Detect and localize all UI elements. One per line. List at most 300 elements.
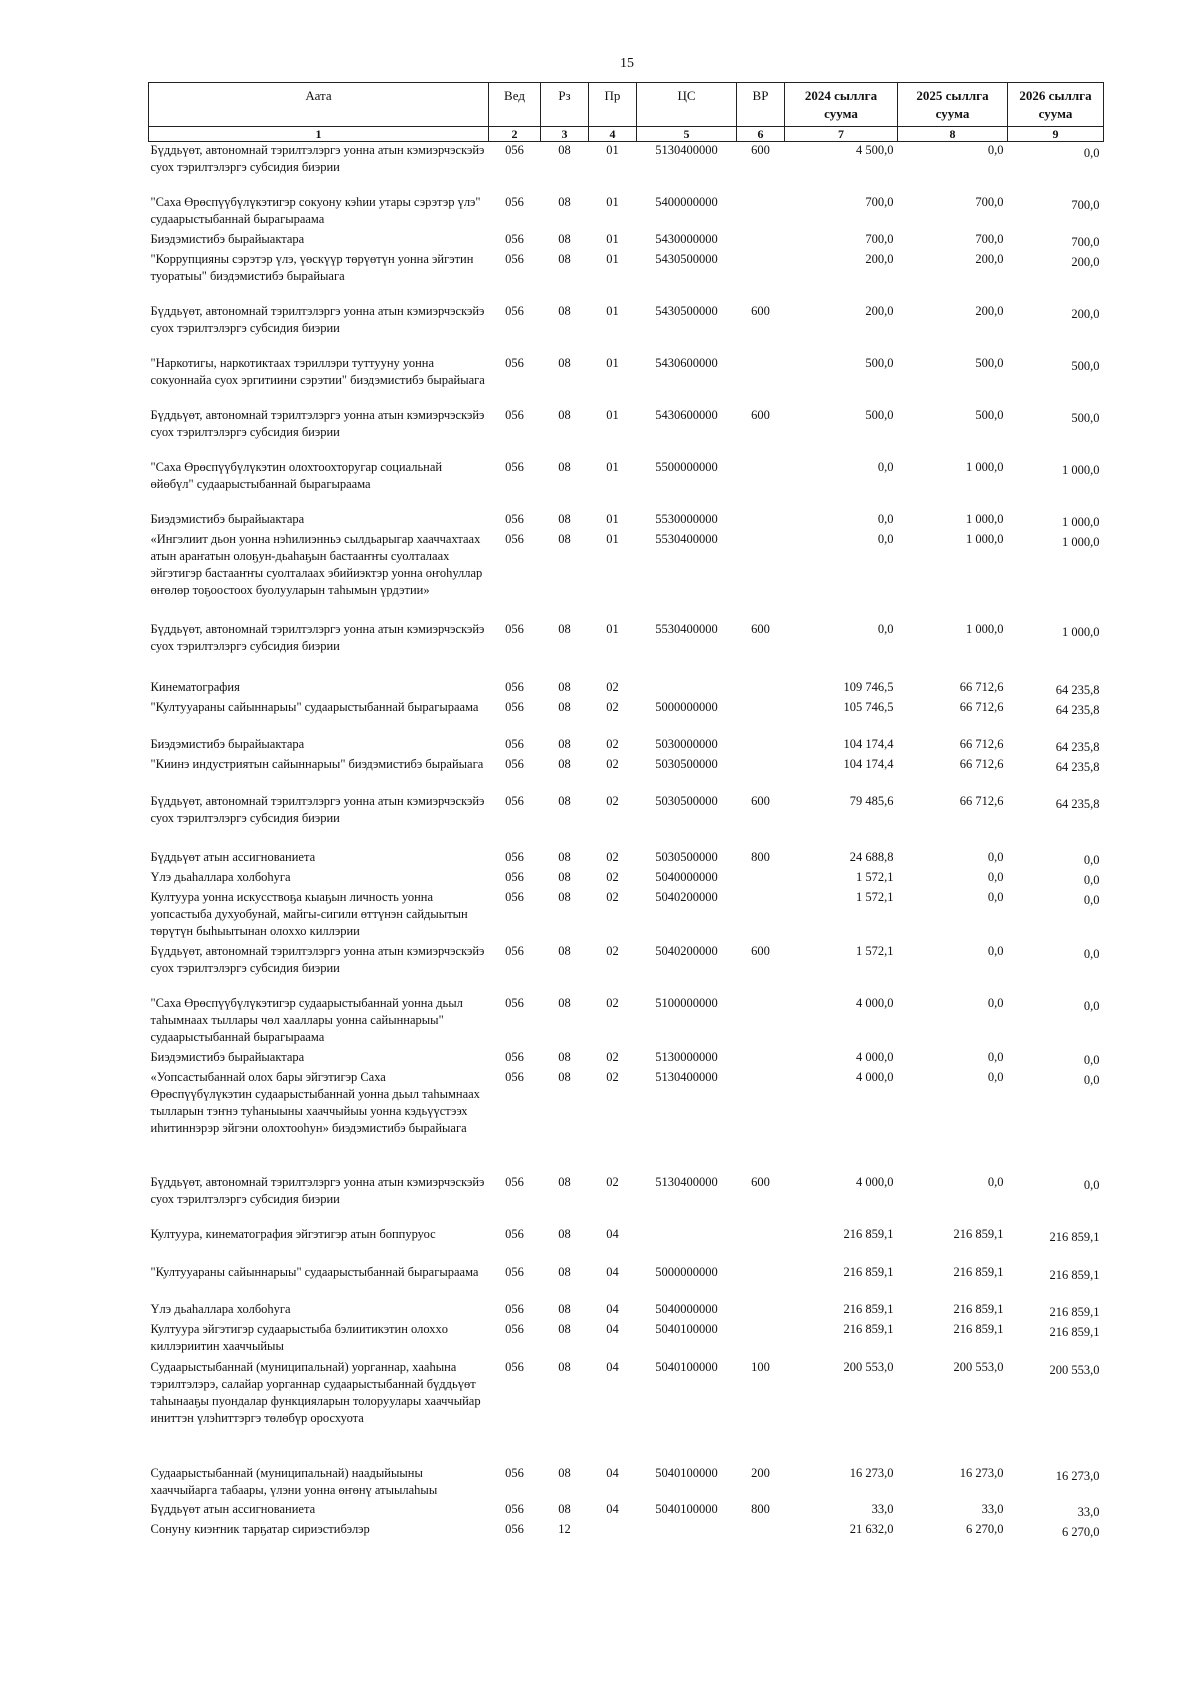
row-amount-2024: 0,0 <box>877 459 894 474</box>
row-ved: 056 <box>505 231 524 246</box>
row-cs <box>637 1226 737 1264</box>
row-amount-2025: 0,0 <box>987 995 1004 1010</box>
row-vr: 600 <box>751 1174 770 1189</box>
row-amount-2024: 1 572,1 <box>856 943 894 958</box>
row-amount-2025: 16 273,0 <box>959 1465 1004 1480</box>
table-row <box>149 943 1104 995</box>
row-vr: 600 <box>751 943 770 958</box>
table-row <box>149 1069 1104 1174</box>
row-amount-2025: 0,0 <box>987 1069 1004 1084</box>
row-rz: 08 <box>558 889 571 904</box>
row-name: Култуура эйгэтигэр судаарыстыба бэлиитикэтин олохxo киллэриитин хааччыйыы <box>150 1321 449 1353</box>
row-amount-2025: 200,0 <box>975 303 1004 318</box>
row-name: Бүддьүөт, автономнай тэрилтэлэргэ уонна атын кэмиэрчэскэйэ суох тэрилтэлэргэ субсидия биэрии <box>150 621 485 653</box>
row-pr: 04 <box>606 1301 619 1316</box>
column-number: 1 <box>149 127 489 142</box>
row-amount-2026: 200,0 <box>1071 254 1100 269</box>
row-amount-2025: 1 000,0 <box>966 511 1004 526</box>
row-amount-2025: 33,0 <box>981 1501 1004 1516</box>
table-row <box>149 736 1104 756</box>
row-vr <box>737 459 785 511</box>
row-pr: 02 <box>606 889 619 904</box>
row-amount-2026: 500,0 <box>1071 358 1100 373</box>
row-ved: 056 <box>505 621 524 636</box>
row-name: Бүддьүөт атын ассигнованиета <box>150 1501 316 1516</box>
row-vr <box>737 679 785 699</box>
header-name: Аата <box>149 83 489 127</box>
row-cs: 5500000000 <box>655 459 718 474</box>
row-ved: 056 <box>505 1301 524 1316</box>
column-number: 8 <box>898 127 1008 142</box>
row-amount-2025: 0,0 <box>987 889 1004 904</box>
row-amount-2024: 21 632,0 <box>849 1521 894 1536</box>
row-pr: 04 <box>606 1359 619 1374</box>
row-amount-2026: 216 859,1 <box>1049 1267 1100 1282</box>
row-pr: 01 <box>606 355 619 370</box>
table-row <box>149 194 1104 231</box>
row-ved: 056 <box>505 1069 524 1084</box>
row-amount-2024: 105 746,5 <box>843 699 894 714</box>
row-rz: 08 <box>558 1501 571 1516</box>
row-amount-2025: 66 712,6 <box>959 736 1004 751</box>
row-pr: 01 <box>606 143 619 158</box>
table-row <box>149 1321 1104 1359</box>
row-pr: 02 <box>606 1069 619 1084</box>
row-cs: 5530400000 <box>655 621 718 636</box>
header-2026: 2026 сыллга суума <box>1008 83 1104 127</box>
row-amount-2025: 66 712,6 <box>959 679 1004 694</box>
row-amount-2026: 1 000,0 <box>1062 624 1100 639</box>
row-rz: 08 <box>558 1069 571 1084</box>
row-name: Биэдэмистибэ бырайыактара <box>150 736 305 751</box>
row-ved: 056 <box>505 251 524 266</box>
row-amount-2026: 1 000,0 <box>1062 514 1100 529</box>
row-vr: 600 <box>751 621 770 636</box>
row-amount-2024: 0,0 <box>877 621 894 636</box>
row-amount-2024: 0,0 <box>877 511 894 526</box>
row-amount-2024: 109 746,5 <box>843 679 894 694</box>
table-row <box>149 407 1104 459</box>
column-number: 3 <box>541 127 589 142</box>
row-rz: 08 <box>558 194 571 209</box>
row-rz: 08 <box>558 699 571 714</box>
row-amount-2024: 700,0 <box>865 231 894 246</box>
row-cs: 5030000000 <box>655 736 718 751</box>
row-ved: 056 <box>505 143 524 158</box>
row-vr <box>737 736 785 756</box>
table-row <box>149 849 1104 869</box>
row-amount-2026: 216 859,1 <box>1049 1229 1100 1244</box>
row-amount-2024: 200 553,0 <box>843 1359 894 1374</box>
row-vr <box>737 1301 785 1321</box>
row-cs: 5130400000 <box>655 1174 718 1189</box>
table-row <box>149 303 1104 355</box>
row-cs: 5130400000 <box>655 1069 718 1084</box>
row-cs: 5040100000 <box>655 1465 718 1480</box>
row-amount-2025: 700,0 <box>975 194 1004 209</box>
row-amount-2024: 700,0 <box>865 194 894 209</box>
row-cs: 5430600000 <box>655 407 718 422</box>
row-rz: 08 <box>558 355 571 370</box>
row-ved: 056 <box>505 793 524 808</box>
row-amount-2025: 700,0 <box>975 231 1004 246</box>
row-rz: 08 <box>558 1321 571 1336</box>
row-amount-2026: 0,0 <box>1083 946 1100 961</box>
row-vr <box>737 231 785 251</box>
column-number: 9 <box>1008 127 1104 142</box>
row-amount-2026: 64 235,8 <box>1055 702 1100 717</box>
row-amount-2026: 0,0 <box>1083 1052 1100 1067</box>
row-name: Бүддьүөт, автономнай тэрилтэлэргэ уонна атын кэмиэрчэскэйэ суох тэрилтэлэргэ субсидия биэрии <box>150 1174 485 1206</box>
row-name: "Наркотигы, наркотиктаах тэриллэри туттууну уонна сокуоннайа суох эргитиини сэрэтии" биэдэмистибэ бырайыага <box>150 355 485 387</box>
row-name: "Саха Өрөспүүбүлүкэтигэр судаарыстыбаннай уонна дьыл таһымнаах тыллары чөл хааллары уонна сайыннарыы" судаарыстыбаннай бырагыраама <box>150 995 463 1044</box>
row-ved: 056 <box>505 1465 524 1480</box>
row-name: Судаарыстыбаннай (муниципальнай) наадыйыыны хааччыйарга табаары, үлэни уонна өҥөнү атыылаһыы <box>150 1465 438 1497</box>
row-pr: 02 <box>606 995 619 1010</box>
table-body <box>149 142 1104 1541</box>
row-vr <box>737 194 785 231</box>
row-name: "Коррупцияны сэрэтэр үлэ, үөскүүр төрүөтүн уонна эйгэтин туоратыы" биэдэмистибэ бырайыага <box>150 251 474 283</box>
row-name: Биэдэмистибэ бырайыактара <box>150 231 305 246</box>
row-amount-2024: 216 859,1 <box>843 1226 894 1241</box>
row-pr: 02 <box>606 869 619 884</box>
row-amount-2025: 216 859,1 <box>953 1301 1004 1316</box>
row-vr: 800 <box>751 1501 770 1516</box>
row-rz: 08 <box>558 869 571 884</box>
row-amount-2026: 0,0 <box>1083 1072 1100 1087</box>
row-amount-2025: 6 270,0 <box>966 1521 1004 1536</box>
row-cs: 5040200000 <box>655 889 718 904</box>
row-vr: 600 <box>751 303 770 318</box>
header-2024: 2024 сыллга суума <box>785 83 898 127</box>
row-rz: 08 <box>558 943 571 958</box>
row-amount-2025: 0,0 <box>987 943 1004 958</box>
row-amount-2024: 24 688,8 <box>849 849 894 864</box>
row-amount-2025: 216 859,1 <box>953 1264 1004 1279</box>
row-name: Култуура уонна искусствоҕа кыаҕын личность уонна уопсастыба духуобунай, майгы-сигили өттүнэн сайдыытын төрүтүн быһыытынан олоххо киллэрии <box>150 889 468 938</box>
table-row <box>149 621 1104 679</box>
row-vr: 800 <box>751 849 770 864</box>
table-row <box>149 355 1104 407</box>
row-amount-2025: 1 000,0 <box>966 459 1004 474</box>
row-cs: 5400000000 <box>655 194 718 209</box>
row-name: Бүддьүөт, автономнай тэрилтэлэргэ уонна атын кэмиэрчэскэйэ суох тэрилтэлэргэ субсидия биэрии <box>150 143 485 175</box>
row-ved: 056 <box>505 995 524 1010</box>
row-amount-2024: 4 000,0 <box>856 1174 894 1189</box>
row-vr: 600 <box>751 407 770 422</box>
row-pr: 02 <box>606 943 619 958</box>
table-row <box>149 1501 1104 1521</box>
row-ved: 056 <box>505 849 524 864</box>
row-pr: 01 <box>606 531 619 546</box>
row-vr: 200 <box>751 1465 770 1480</box>
column-number: 5 <box>637 127 737 142</box>
row-rz: 08 <box>558 511 571 526</box>
row-rz: 08 <box>558 531 571 546</box>
table-row <box>149 1521 1104 1541</box>
row-amount-2025: 200 553,0 <box>953 1359 1004 1374</box>
row-ved: 056 <box>505 1264 524 1279</box>
table-row <box>149 511 1104 531</box>
row-ved: 056 <box>505 531 524 546</box>
row-amount-2024: 16 273,0 <box>849 1465 894 1480</box>
row-pr: 01 <box>606 621 619 636</box>
row-pr: 04 <box>606 1465 619 1480</box>
table-row <box>149 1465 1104 1501</box>
table-row <box>149 756 1104 793</box>
row-vr <box>737 355 785 407</box>
table-row <box>149 1174 1104 1226</box>
row-pr: 01 <box>606 511 619 526</box>
row-amount-2026: 0,0 <box>1083 1177 1100 1192</box>
row-ved: 056 <box>505 511 524 526</box>
row-amount-2026: 64 235,8 <box>1055 682 1100 697</box>
row-amount-2026: 33,0 <box>1077 1504 1100 1519</box>
row-amount-2025: 1 000,0 <box>966 621 1004 636</box>
row-rz: 08 <box>558 995 571 1010</box>
row-name: "Саха Өрөспүүбүлүкэтин олохтоохторугар социальнай өйөбүл" судаарыстыбаннай бырагыраама <box>150 459 443 491</box>
row-cs: 5430500000 <box>655 251 718 266</box>
row-vr <box>737 699 785 736</box>
row-cs: 5000000000 <box>655 699 718 714</box>
table-row <box>149 1301 1104 1321</box>
row-amount-2026: 200,0 <box>1071 306 1100 321</box>
row-amount-2024: 104 174,4 <box>843 756 894 771</box>
row-amount-2025: 66 712,6 <box>959 699 1004 714</box>
row-amount-2025: 500,0 <box>975 407 1004 422</box>
row-vr <box>737 1264 785 1301</box>
row-name: "Саха Өрөспүүбүлүкэтигэр сокуону кэһии утары сэрэтэр үлэ" судаарыстыбаннай бырагыраама <box>150 194 481 226</box>
row-pr: 02 <box>606 1049 619 1064</box>
row-amount-2026: 64 235,8 <box>1055 796 1100 811</box>
row-vr: 600 <box>751 793 770 808</box>
row-amount-2024: 0,0 <box>877 531 894 546</box>
row-ved: 056 <box>505 1501 524 1516</box>
row-rz: 08 <box>558 459 571 474</box>
row-rz: 08 <box>558 679 571 694</box>
row-amount-2026: 0,0 <box>1083 852 1100 867</box>
header-2025: 2025 сыллга суума <box>898 83 1008 127</box>
header-pr: Пр <box>589 83 637 127</box>
budget-table <box>148 82 1104 1541</box>
row-pr: 02 <box>606 756 619 771</box>
row-amount-2025: 66 712,6 <box>959 793 1004 808</box>
table-row <box>149 869 1104 889</box>
row-ved: 056 <box>505 303 524 318</box>
row-name: Судаарыстыбаннай (муниципальнай) уорганнар, хааһына тэрилтэлэрэ, салайар уорганнар судаарыстыбаннай бүддьүөт таһынааҕы пуондалар функцияларын толоруулары хааччыйар иниттэн үлэһиттэргэ төлөбүр оросхуота <box>150 1359 481 1425</box>
row-vr <box>737 1069 785 1174</box>
row-vr <box>737 531 785 621</box>
row-ved: 056 <box>505 355 524 370</box>
row-cs: 5430000000 <box>655 231 718 246</box>
table-row <box>149 531 1104 621</box>
row-amount-2024: 216 859,1 <box>843 1264 894 1279</box>
column-number: 7 <box>785 127 898 142</box>
row-rz: 08 <box>558 143 571 158</box>
row-cs: 5000000000 <box>655 1264 718 1279</box>
row-vr <box>737 889 785 943</box>
row-pr: 04 <box>606 1264 619 1279</box>
row-amount-2024: 500,0 <box>865 355 894 370</box>
row-rz: 08 <box>558 793 571 808</box>
row-ved: 056 <box>505 736 524 751</box>
row-rz: 08 <box>558 1264 571 1279</box>
row-cs: 5430500000 <box>655 303 718 318</box>
row-amount-2024: 79 485,6 <box>849 793 894 808</box>
table-row <box>149 1264 1104 1301</box>
row-rz: 08 <box>558 1174 571 1189</box>
column-number: 4 <box>589 127 637 142</box>
row-pr: 02 <box>606 736 619 751</box>
row-cs: 5040100000 <box>655 1359 718 1374</box>
row-pr: 01 <box>606 459 619 474</box>
row-amount-2025: 0,0 <box>987 1174 1004 1189</box>
row-amount-2025: 200,0 <box>975 251 1004 266</box>
row-vr <box>737 869 785 889</box>
row-amount-2024: 200,0 <box>865 303 894 318</box>
row-cs: 5530400000 <box>655 531 718 546</box>
row-vr <box>737 251 785 303</box>
row-cs: 5030500000 <box>655 756 718 771</box>
row-ved: 056 <box>505 869 524 884</box>
header-vr: ВР <box>737 83 785 127</box>
row-cs: 5040100000 <box>655 1501 718 1516</box>
row-amount-2024: 216 859,1 <box>843 1321 894 1336</box>
row-ved: 056 <box>505 679 524 694</box>
row-amount-2026: 0,0 <box>1083 892 1100 907</box>
row-name: Биэдэмистибэ бырайыактара <box>150 511 305 526</box>
row-cs: 5130400000 <box>655 143 718 158</box>
row-amount-2026: 0,0 <box>1083 998 1100 1013</box>
column-number: 6 <box>737 127 785 142</box>
row-name: «Ингэлиит дьон уонна нэһилиэнньэ сылдьарыгар хааччахтаах атын араҥатын олоҕун-дьаһаҕын бастааҥҥы суолталаах эйгэтигэр бастааҥҥы суолталаах эбийиэктэр уонна оҥоһуллар өҥөлөр тоҕоостоох буолууларын таһымын үрдэтии» <box>150 531 483 597</box>
table-row <box>149 459 1104 511</box>
row-pr: 01 <box>606 194 619 209</box>
row-name: Култуура, кинематография эйгэтигэр атын боппуруос <box>150 1226 436 1241</box>
row-cs: 5130000000 <box>655 1049 718 1064</box>
row-vr <box>737 1521 785 1541</box>
table-row <box>149 1359 1104 1465</box>
table-row <box>149 995 1104 1049</box>
row-amount-2026: 64 235,8 <box>1055 759 1100 774</box>
row-rz: 08 <box>558 736 571 751</box>
row-amount-2026: 0,0 <box>1083 872 1100 887</box>
row-pr: 02 <box>606 849 619 864</box>
row-amount-2024: 4 500,0 <box>856 143 894 158</box>
row-amount-2026: 1 000,0 <box>1062 534 1100 549</box>
table-row <box>149 793 1104 849</box>
row-rz: 08 <box>558 251 571 266</box>
row-amount-2025: 500,0 <box>975 355 1004 370</box>
row-cs: 5040100000 <box>655 1321 718 1336</box>
row-ved: 056 <box>505 1359 524 1374</box>
row-pr: 02 <box>606 1174 619 1189</box>
row-pr: 04 <box>606 1226 619 1241</box>
row-rz: 08 <box>558 849 571 864</box>
row-name: Биэдэмистибэ бырайыактара <box>150 1049 305 1064</box>
row-amount-2026: 200 553,0 <box>1049 1362 1100 1377</box>
row-ved: 056 <box>505 699 524 714</box>
table-row <box>149 142 1104 194</box>
row-amount-2024: 200,0 <box>865 251 894 266</box>
header-rz: Рз <box>541 83 589 127</box>
row-vr <box>737 1226 785 1264</box>
row-ved: 056 <box>505 1321 524 1336</box>
row-name: Бүддьүөт, автономнай тэрилтэлэргэ уонна атын кэмиэрчэскэйэ суох тэрилтэлэргэ субсидия биэрии <box>150 793 485 825</box>
row-ved: 056 <box>505 407 524 422</box>
row-amount-2026: 216 859,1 <box>1049 1304 1100 1319</box>
row-ved: 056 <box>505 194 524 209</box>
row-amount-2025: 216 859,1 <box>953 1226 1004 1241</box>
row-rz: 08 <box>558 407 571 422</box>
row-rz: 08 <box>558 1301 571 1316</box>
row-cs <box>637 1521 737 1541</box>
row-rz: 08 <box>558 231 571 246</box>
row-pr: 02 <box>606 793 619 808</box>
column-number: 2 <box>489 127 541 142</box>
row-name: Бүддьүөт, автономнай тэрилтэлэргэ уонна атын кэмиэрчэскэйэ суох тэрилтэлэргэ субсидия биэрии <box>150 303 485 335</box>
row-amount-2025: 0,0 <box>987 849 1004 864</box>
column-number-row <box>149 127 1104 142</box>
row-cs: 5040200000 <box>655 943 718 958</box>
row-amount-2025: 0,0 <box>987 143 1004 158</box>
row-name: Бүддьүөт, автономнай тэрилтэлэргэ уонна атын кэмиэрчэскэйэ суох тэрилтэлэргэ субсидия биэрии <box>150 943 485 975</box>
row-amount-2024: 216 859,1 <box>843 1301 894 1316</box>
row-amount-2026: 0,0 <box>1083 146 1100 161</box>
row-pr <box>589 1521 637 1541</box>
row-ved: 056 <box>505 756 524 771</box>
row-amount-2024: 500,0 <box>865 407 894 422</box>
row-rz: 08 <box>558 756 571 771</box>
row-name: Кинематография <box>150 679 240 694</box>
row-name: Үлэ дьаһаллара холбоһуга <box>150 1301 291 1316</box>
row-ved: 056 <box>505 459 524 474</box>
table-row <box>149 231 1104 251</box>
row-amount-2024: 4 000,0 <box>856 995 894 1010</box>
row-ved: 056 <box>505 889 524 904</box>
table-row <box>149 1226 1104 1264</box>
row-name: Бүддьүөт, автономнай тэрилтэлэргэ уонна атын кэмиэрчэскэйэ суох тэрилтэлэргэ субсидия биэрии <box>150 407 485 439</box>
row-amount-2024: 4 000,0 <box>856 1049 894 1064</box>
row-cs: 5430600000 <box>655 355 718 370</box>
row-vr <box>737 1321 785 1359</box>
row-amount-2026: 1 000,0 <box>1062 462 1100 477</box>
row-pr: 04 <box>606 1501 619 1516</box>
row-vr <box>737 511 785 531</box>
table-row <box>149 679 1104 699</box>
row-amount-2024: 33,0 <box>871 1501 894 1516</box>
row-amount-2025: 0,0 <box>987 869 1004 884</box>
header-cs: ЦС <box>637 83 737 127</box>
row-rz: 08 <box>558 303 571 318</box>
row-name: "Култууараны сайыннарыы" судаарыстыбаннай бырагыраама <box>150 699 479 714</box>
header-ved: Вед <box>489 83 541 127</box>
row-cs: 5030500000 <box>655 849 718 864</box>
row-name: Бүддьүөт атын ассигнованиета <box>150 849 316 864</box>
row-rz: 08 <box>558 1359 571 1374</box>
row-pr: 01 <box>606 231 619 246</box>
row-amount-2025: 0,0 <box>987 1049 1004 1064</box>
row-cs: 5030500000 <box>655 793 718 808</box>
row-amount-2026: 6 270,0 <box>1062 1524 1100 1539</box>
row-amount-2024: 1 572,1 <box>856 869 894 884</box>
row-pr: 02 <box>606 679 619 694</box>
row-rz: 08 <box>558 1465 571 1480</box>
row-rz: 08 <box>558 621 571 636</box>
row-amount-2026: 64 235,8 <box>1055 739 1100 754</box>
row-rz: 12 <box>558 1521 571 1536</box>
row-cs: 5100000000 <box>655 995 718 1010</box>
